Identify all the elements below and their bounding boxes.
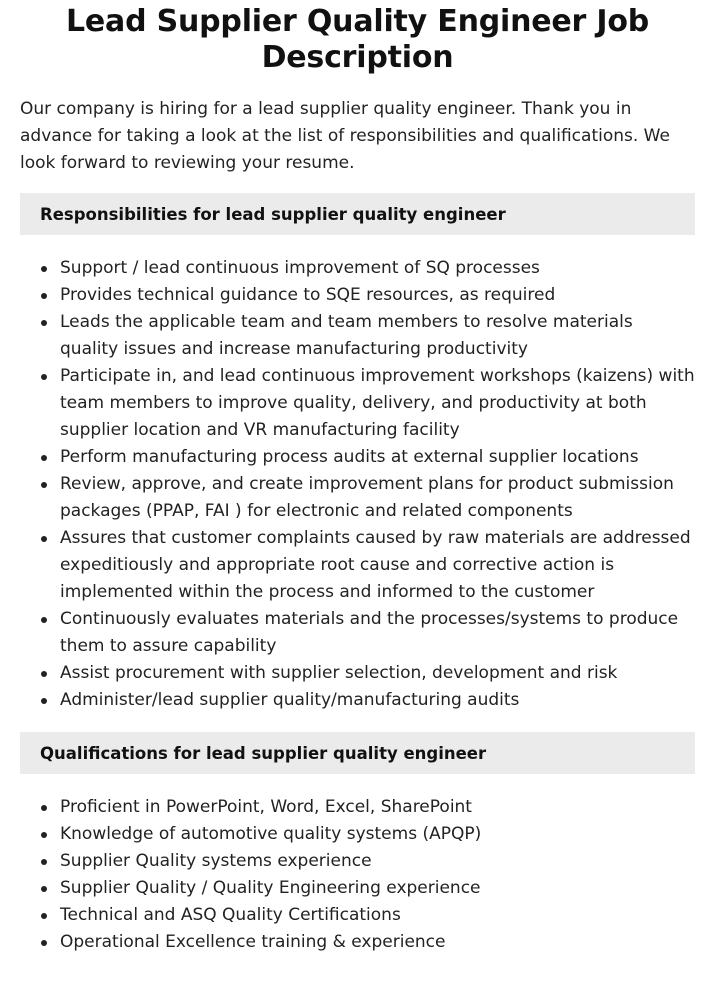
list-item: Leads the applicable team and team members to resolve materials quality issues and increase manufacturing productivity xyxy=(60,309,695,363)
list-item: Supplier Quality / Quality Engineering experience xyxy=(60,875,695,902)
responsibilities-heading: Responsibilities for lead supplier quality engineer xyxy=(20,193,695,235)
page-title: Lead Supplier Quality Engineer Job Description xyxy=(65,4,650,75)
list-item: Operational Excellence training & experience xyxy=(60,929,695,956)
list-item: Assures that customer complaints caused by raw materials are addressed expeditiously and appropriate root cause and corrective action is implemented within the process and informed to the customer xyxy=(60,525,695,606)
list-item: Provides technical guidance to SQE resources, as required xyxy=(60,282,695,309)
list-item: Administer/lead supplier quality/manufacturing audits xyxy=(60,687,695,714)
list-item: Perform manufacturing process audits at external supplier locations xyxy=(60,444,695,471)
qualifications-list xyxy=(20,794,695,956)
list-item: Assist procurement with supplier selection, development and risk xyxy=(60,660,695,687)
responsibilities-list xyxy=(20,255,695,714)
list-item: Support / lead continuous improvement of SQ processes xyxy=(60,255,695,282)
list-item: Review, approve, and create improvement plans for product submission packages (PPAP, FAI ) for electronic and related components xyxy=(60,471,695,525)
intro-paragraph: Our company is hiring for a lead supplier quality engineer. Thank you in advance for taking a look at the list of responsibilities and qualifications. We look forward to reviewing your resume. xyxy=(20,99,670,173)
list-item: Participate in, and lead continuous improvement workshops (kaizens) with team members to improve quality, delivery, and productivity at both supplier location and VR manufacturing facility xyxy=(60,363,695,444)
list-item: Continuously evaluates materials and the processes/systems to produce them to assure capability xyxy=(60,606,695,660)
list-item: Proficient in PowerPoint, Word, Excel, SharePoint xyxy=(60,794,695,821)
qualifications-heading: Qualifications for lead supplier quality engineer xyxy=(20,732,695,774)
list-item: Knowledge of automotive quality systems (APQP) xyxy=(60,821,695,848)
list-item: Supplier Quality systems experience xyxy=(60,848,695,875)
list-item: Technical and ASQ Quality Certifications xyxy=(60,902,695,929)
